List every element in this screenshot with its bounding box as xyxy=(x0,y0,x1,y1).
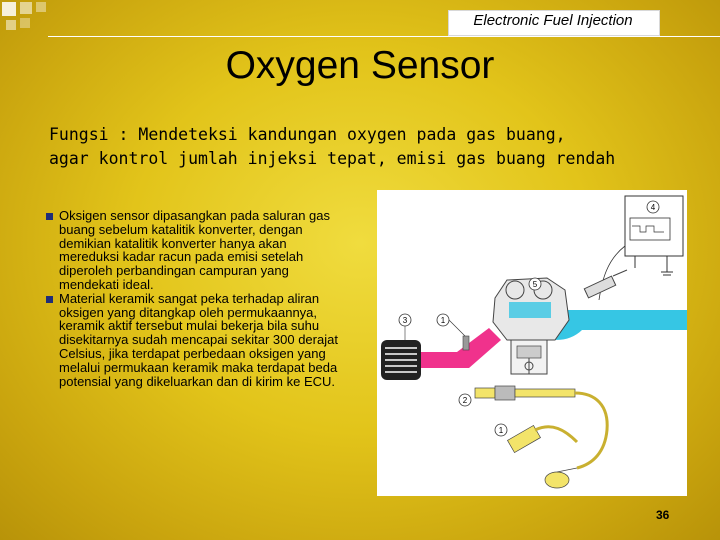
svg-text:4: 4 xyxy=(650,203,656,212)
corner-decoration xyxy=(0,0,60,40)
function-line-1: Fungsi : Mendeteksi kandungan oxygen pada gas buang, xyxy=(49,125,566,144)
callout-3 xyxy=(399,314,411,340)
svg-text:1: 1 xyxy=(498,426,504,435)
function-line-2: agar kontrol jumlah injeksi tepat, emisi gas buang rendah xyxy=(49,149,616,168)
bullet-text: Oksigen sensor dipasangkan pada saluran gas buang sebelum katalitik konverter, dengan demikian katalitik konverter hanya akan mereduksi kadar racun pada emisi setelah diperoleh perbandingan campuran yang mendekati ideal. xyxy=(59,208,331,292)
bullet-text: Material keramik sangat peka terhadap aliran oksigen yang ditangkap oleh permukaannya, keramik aktif tersebut mulai bekerja bila suhu disekitarnya sudah mencapai sekitar 300 derajat Celsius, jika terdapat perbedaan oksigen yang melalui permukaan keramik maka terdapat beda potensial yang dikeluarkan dan di kirim ke ECU. xyxy=(59,290,338,389)
square-bullet-icon xyxy=(46,296,53,303)
exhaust-pipe xyxy=(417,328,501,368)
engine-block xyxy=(493,278,569,374)
svg-text:1: 1 xyxy=(440,316,446,325)
callout-4 xyxy=(647,201,659,213)
svg-text:5: 5 xyxy=(532,280,538,289)
bullet-item xyxy=(46,209,346,292)
bullet-item xyxy=(46,292,346,389)
header-title: Electronic Fuel Injection xyxy=(473,12,633,29)
callout-1 xyxy=(437,314,465,336)
square-bullet-icon xyxy=(46,213,53,220)
slide-title: Oxygen Sensor xyxy=(225,44,495,87)
page-number: 36 xyxy=(656,508,670,522)
header-rule xyxy=(48,36,720,37)
catalytic-converter xyxy=(381,340,421,380)
svg-text:3: 3 xyxy=(402,316,408,325)
oxygen-sensor-diagram xyxy=(377,190,687,496)
function-description xyxy=(49,123,689,171)
fuel-injector xyxy=(584,270,627,298)
callout-5 xyxy=(529,278,541,290)
bullet-list xyxy=(46,209,346,388)
exhaust-sensor xyxy=(463,336,469,350)
oxygen-sensor-detail xyxy=(475,386,607,488)
callout-2 xyxy=(459,394,471,406)
callout-1b xyxy=(495,424,507,436)
svg-text:2: 2 xyxy=(462,396,468,405)
